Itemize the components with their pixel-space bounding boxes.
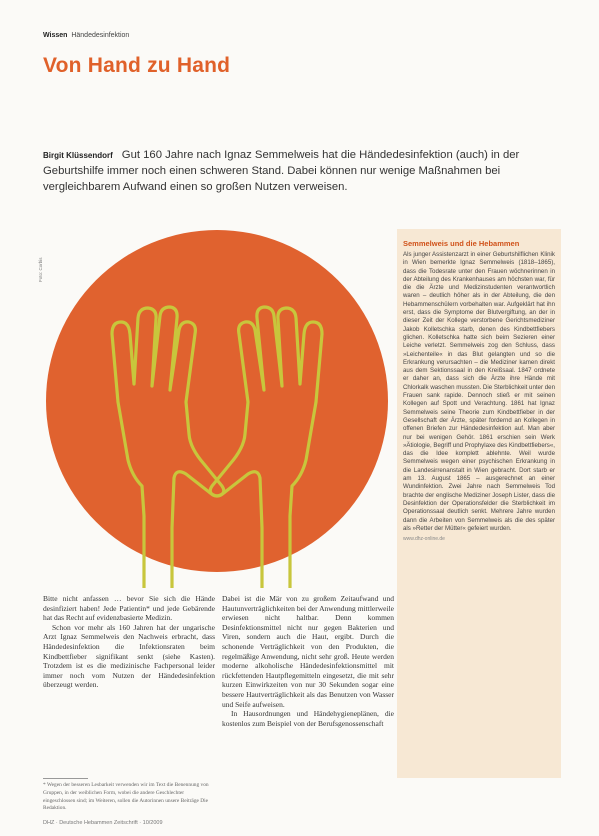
info-box-body: Als junger Assistenzarzt in einer Geburtshilflichen Klinik in Wien bemerkte Ignaz Semmelweis (1818–1865), dass die Todesrate unter den Frauen wöchnerinnen in der Abteilung des Krankenhauses am höchsten war, für die die Ärzte und Medizinstudenten verantwortlich waren – deutlich höher als in der Abteilung, die den Hebammenschülern vorbehalten war. Aufgeklärt hat ihn erst, dass die Symptome der Blutvergiftung, an der in dieser Zeit der Kollege verstorbene Gerichtsmediziner Jakob Kolletschka starb, denen des Kindbettfiebers glichen. Kolletschka hatte sich beim Sezieren einer Leiche verletzt. Semmelweis zog den Schluss, dass »Leichenteile« in das Blut gelangten und so die Erkrankung verursachten – die Mediziner kamen direkt aus dem Sektionssaal in den Kreißsaal. 1847 ordnete er daher an, dass sich die Ärzte ihre Hände mit Chlorkalk waschen mussten. Die Sterblichkeit unter den Frauen sank rapide. Dennoch stieß er mit seinen Kollegen auf Spott und Verachtung. 1861 hat Ignaz Semmelweis seine Theorie zum Kindbettfieber in der Gesellschaft der Ärzte, später fordernd an Kollegen in offenen Briefen zur Händedesinfektion auf. Man aber nur bei wenigen Gehör. 1861 erschien sein Werk »Ätiologie, Begriff und Prophylaxe des Kindbettfiebers«, das die Idee komplett ablehnte. Weil wurde Semmelweis wegen einer psychischen Erkrankung in die Landesirrenanstalt in Wien gebracht. Dort starb er am 13. August 1865 – ausgerechnet an einer Wundinfektion. Zwei Jahre nach Semmelweis Tod brachte der englische Mediziner Joseph Lister, dass die Desinfektion der Operationsfelder die Sterblichkeit im Operationssaal deutlich senkt. Mehrere Jahre wurden dann die Arbeiten von Semmelweis als die des später als »Retter der Mütter« gefeiert wurden.	[403, 251, 555, 532]
body-column-1	[43, 594, 215, 690]
paragraph: Schon vor mehr als 160 Jahren hat der ungarische Arzt Ignaz Semmelweis den Nachweis erbracht, dass Händedesinfektion die Infektionsraten beim Kindbettfieber signifikant senkt (siehe Kasten). Trotzdem ist es die medizinische Fachpersonal leider immer noch vom Nutzen der Händedesinfektion überzeugt werden.	[43, 622, 215, 690]
info-box-footer: www.dhz-online.de	[403, 536, 445, 543]
info-box	[397, 229, 561, 778]
article-lead	[43, 148, 558, 195]
footnote: * Wegen der besseren Lesbarkeit verwenden wir im Text die Benennung von Gruppen, in der weiblichen Form, wobei die andere Geschlechter eingeschlossen sind; im Weiteren, sollen die Autorinnen unsere Beiträge Die Redaktion.	[43, 782, 209, 812]
image-credit: Foto: Corbis	[38, 257, 43, 282]
two-raised-hands-icon	[46, 216, 390, 588]
info-box-title: Semmelweis und die Hebammen	[403, 239, 520, 248]
topic-label: Händedesinfektion	[71, 32, 130, 39]
orange-circle	[46, 230, 388, 572]
paragraph: Dabei ist die Mär von zu großem Zeitaufwand und Hautunverträglichkeiten bei der Anwendung mittlerweile erwiesen nicht haltbar. Denn kommen Desinfektionsmittel nicht nur gegen Bakterien und Viren, sondern auch die Haut, ergibt. Durch die schonende Verträglichkeit von den Produkten, die regelmäßige Anwendung, nicht sehr groß. Heute werden moderne alkoholische Händedesinfektionsmittel mit rückfettenden Hautpflegemitteln eingesetzt, die mit sehr kurzen Einwirkzeiten von nur 30 Sekunden sogar eine bessere Hautverträglichkeit als das Benutzen von Wasser und Seife aufweisen.	[222, 594, 394, 709]
page-footer: DHZ · Deutsche Hebammen Zeitschrift · 10/2009	[43, 820, 163, 826]
author-name: Birgit Klüssendorf	[43, 151, 113, 160]
footnote-divider	[43, 778, 88, 779]
paragraph: Bitte nicht anfassen … bevor Sie sich die Hände desinfiziert haben! Jede Patientin* und jede Gebärende hat das Recht auf evidenzbasierte Medizin.	[43, 594, 215, 623]
paragraph: In Hausordnungen und Händehygieneplänen, die kostenlos zum Beispiel von der Berufsgenossenschaft	[222, 709, 394, 728]
section-label: Wissen	[43, 32, 68, 39]
body-column-2	[222, 594, 394, 728]
article-title: Von Hand zu Hand	[43, 54, 231, 77]
section-kicker	[43, 32, 129, 39]
lead-text: Gut 160 Jahre nach Ignaz Semmelweis hat die Händedesinfektion (auch) in der Geburtshilfe immer noch einen schweren Stand. Dabei können nur wenige Maßnahmen bei vergleichbarem Aufwand einen so großen Nutzen verweisen.	[43, 149, 520, 193]
